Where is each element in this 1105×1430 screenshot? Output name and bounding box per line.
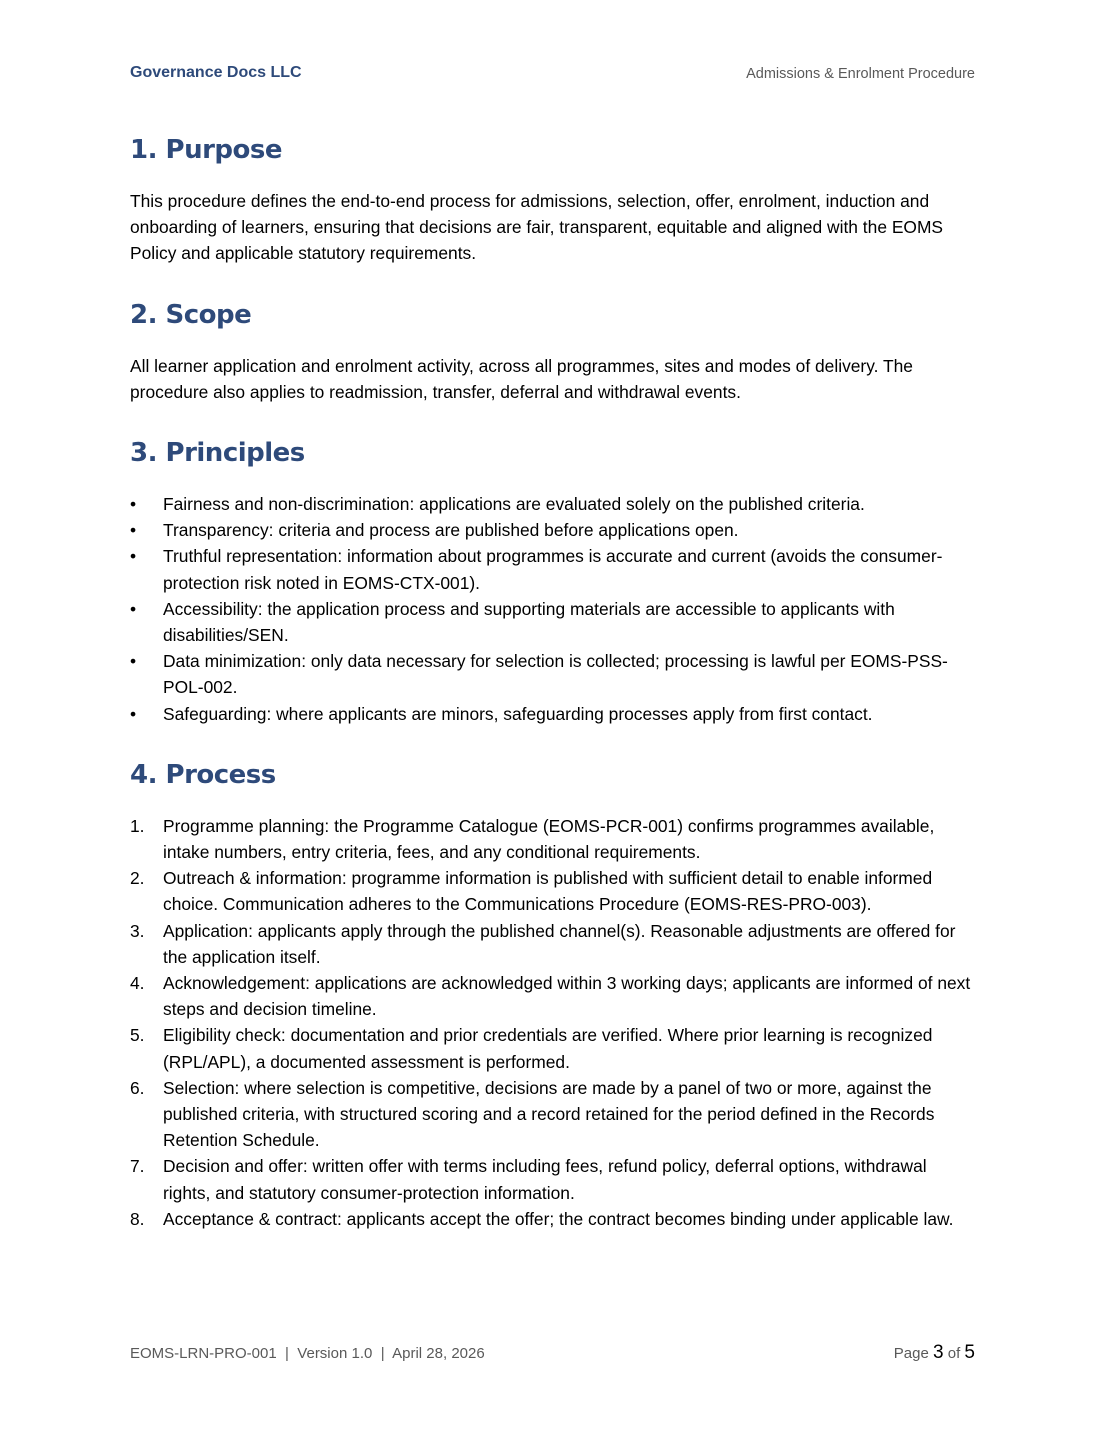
step-text: Eligibility check: documentation and prior credentials are verified. Where prior learning is recognized (RPL/APL), a documented assessment is performed. <box>163 1025 933 1072</box>
document-body <box>130 126 975 1256</box>
list-item <box>130 648 975 700</box>
footer-separator: | <box>380 1345 385 1362</box>
principle-text: Accessibility: the application process and supporting materials are accessible to applicants with disabilities/SEN. <box>163 598 895 646</box>
bullet-icon: • <box>130 598 137 619</box>
step-number: 3. <box>130 920 145 941</box>
principle-text: Data minimization: only data necessary for selection is collected; processing is lawful per EOMS-PSS-POL-002. <box>163 651 948 698</box>
step-number: 7. <box>130 1156 145 1177</box>
list-item <box>130 1022 975 1074</box>
section-scope <box>130 291 975 405</box>
principle-text: Transparency: criteria and process are published before applications open. <box>163 520 739 541</box>
step-number: 2. <box>130 868 145 889</box>
section-purpose <box>130 126 975 267</box>
principle-text: Fairness and non-discrimination: applications are evaluated solely on the published criteria. <box>163 494 865 515</box>
page-number <box>894 1342 975 1364</box>
step-text: Application: applicants apply through the published channel(s). Reasonable adjustments are offered for the application itself. <box>163 920 956 967</box>
footer-version: Version 1.0 <box>297 1345 373 1362</box>
step-text: Programme planning: the Programme Catalogue (EOMS-PCR-001) confirms programmes available, intake numbers, entry criteria, fees, and any conditional requirements. <box>163 815 935 863</box>
page-header <box>130 64 975 88</box>
list-item <box>130 596 975 648</box>
section-heading-scope: 2. Scope <box>130 299 252 330</box>
page-of: of <box>947 1345 961 1362</box>
step-text: Selection: where selection is competitive, decisions are made by a panel of two or more, against the published criteria, with structured scoring and a record retained for the period defined in the Records Retention Schedule. <box>163 1077 935 1151</box>
step-number: 5. <box>130 1025 145 1046</box>
process-steps-list <box>130 813 975 1232</box>
company-name: Governance Docs LLC <box>130 64 302 81</box>
section-heading-process: 4. Process <box>130 759 276 790</box>
list-item <box>130 1206 975 1232</box>
list-item <box>130 701 975 727</box>
list-item <box>130 970 975 1022</box>
list-item <box>130 918 975 970</box>
page-current: 3 <box>932 1342 944 1363</box>
section-heading-principles: 3. Principles <box>130 438 305 469</box>
step-text: Decision and offer: written offer with terms including fees, refund policy, deferral options, withdrawal rights, and statutory consumer-protection information. <box>163 1156 927 1203</box>
principles-list <box>130 491 975 727</box>
principle-text: Safeguarding: where applicants are minors, safeguarding processes apply from first contact. <box>163 703 873 724</box>
bullet-icon: • <box>130 494 137 515</box>
bullet-icon: • <box>130 651 137 672</box>
page-total: 5 <box>964 1342 975 1363</box>
footer-date: April 28, 2026 <box>392 1345 485 1362</box>
step-text: Acknowledgement: applications are acknowledged within 3 working days; applicants are informed of next steps and decision timeline. <box>163 973 971 1020</box>
section-principles <box>130 429 975 727</box>
step-text: Outreach & information: programme information is published with sufficient detail to enable informed choice. Communication adheres to the Communications Procedure (EOMS-RES-PRO-003). <box>163 868 933 915</box>
footer-separator: | <box>285 1345 289 1362</box>
list-item <box>130 813 975 865</box>
step-number: 8. <box>130 1208 145 1229</box>
footer-document-info <box>130 1345 485 1362</box>
principle-text: Truthful representation: information about programmes is accurate and current (avoids the consumer-protection risk noted in EOMS-CTX-001). <box>163 546 943 593</box>
bullet-icon: • <box>130 520 137 541</box>
step-number: 4. <box>130 973 145 994</box>
scope-body: All learner application and enrolment activity, across all programmes, sites and modes of delivery. The procedure also applies to readmission, transfer, deferral and withdrawal events. <box>130 355 913 402</box>
section-heading-purpose: 1. Purpose <box>130 135 282 165</box>
purpose-body: This procedure defines the end-to-end process for admissions, selection, offer, enrolment, induction and onboarding of learners, ensuring that decisions are fair, transparent, equitable and aligned with the EOMS Policy and applicable statutory requirements. <box>130 191 944 264</box>
list-item <box>130 543 975 595</box>
bullet-icon: • <box>130 703 137 724</box>
list-item <box>130 1153 975 1205</box>
header-document-title: Admissions & Enrolment Procedure <box>746 66 975 82</box>
list-item <box>130 517 975 543</box>
page-footer <box>130 1342 975 1368</box>
list-item <box>130 865 975 917</box>
step-text: Acceptance & contract: applicants accept the offer; the contract becomes binding under applicable law. <box>163 1208 954 1229</box>
section-process <box>130 751 975 1232</box>
step-number: 1. <box>130 815 145 836</box>
footer-doc-id: EOMS-LRN-PRO-001 <box>130 1345 277 1362</box>
list-item <box>130 491 975 517</box>
list-item <box>130 1075 975 1154</box>
page-label: Page <box>893 1345 929 1362</box>
bullet-icon: • <box>130 546 137 567</box>
step-number: 6. <box>130 1077 145 1098</box>
